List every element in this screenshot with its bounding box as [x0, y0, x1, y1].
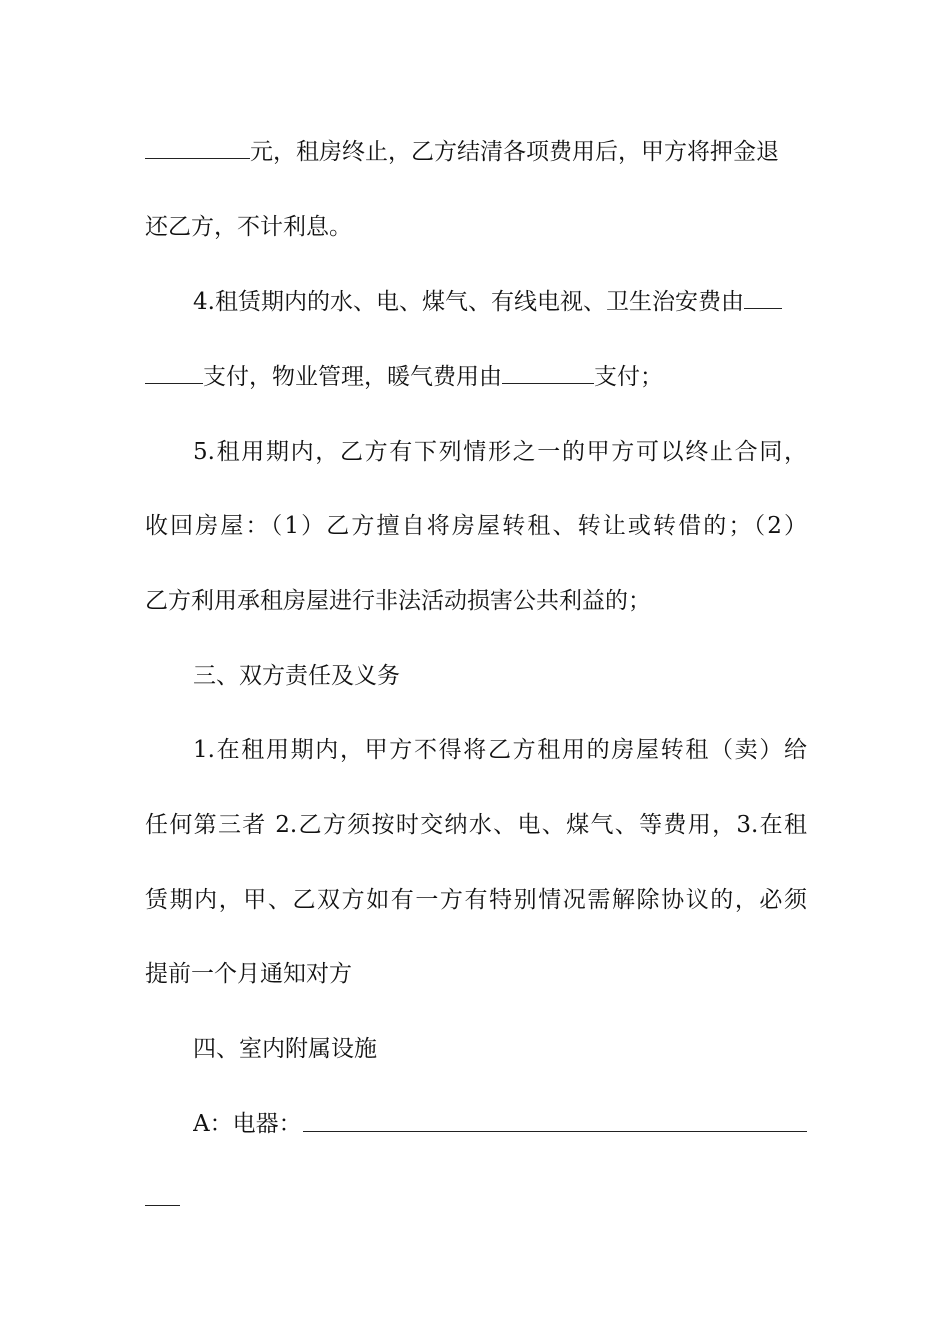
appliances-line [193, 1107, 807, 1141]
utilities-payer-blank-end [145, 361, 203, 384]
duties-line-4: 提前一个月通知对方 [145, 961, 352, 987]
utilities-line-2-text-b: 支付； [594, 364, 663, 390]
duties-line-1: 1.在租用期内，甲方不得将乙方租用的房屋转租（卖）给 [193, 737, 807, 763]
utilities-payer-blank-start [744, 286, 782, 309]
appliances-blank [303, 1131, 807, 1132]
termination-line-3: 乙方利用承租房屋进行非法活动损害公共利益的； [145, 588, 651, 614]
termination-line-1: 5.租用期内，乙方有下列情形之一的甲方可以终止合同， [193, 439, 807, 465]
utilities-line-2 [145, 360, 807, 394]
deposit-line-2: 还乙方，不计利息。 [145, 214, 352, 240]
utilities-line-1 [193, 285, 807, 319]
deposit-amount-blank [145, 136, 250, 159]
duties-line-3: 赁期内，甲、乙双方如有一方有特别情况需解除协议的，必须 [145, 887, 807, 913]
duties-line-2: 任何第三者 2.乙方须按时交纳水、电、煤气、等费用，3.在租 [145, 812, 807, 838]
section-3-heading: 三、双方责任及义务 [193, 663, 400, 689]
property-fee-payer-blank [502, 361, 594, 384]
deposit-line-1-text: 元，租房终止，乙方结清各项费用后，甲方将押金退 [250, 139, 779, 165]
utilities-line-1-text: 4.租赁期内的水、电、煤气、有线电视、卫生治安费由 [193, 289, 744, 315]
deposit-line-1 [145, 135, 807, 169]
termination-line-2: 收回房屋：（1）乙方擅自将房屋转租、转让或转借的；（2） [145, 513, 807, 539]
appliances-blank-continued [145, 1205, 180, 1206]
appliances-label: A：电器： [193, 1111, 302, 1137]
utilities-line-2-text-a: 支付，物业管理，暖气费用由 [203, 364, 502, 390]
section-4-heading: 四、室内附属设施 [193, 1036, 377, 1062]
